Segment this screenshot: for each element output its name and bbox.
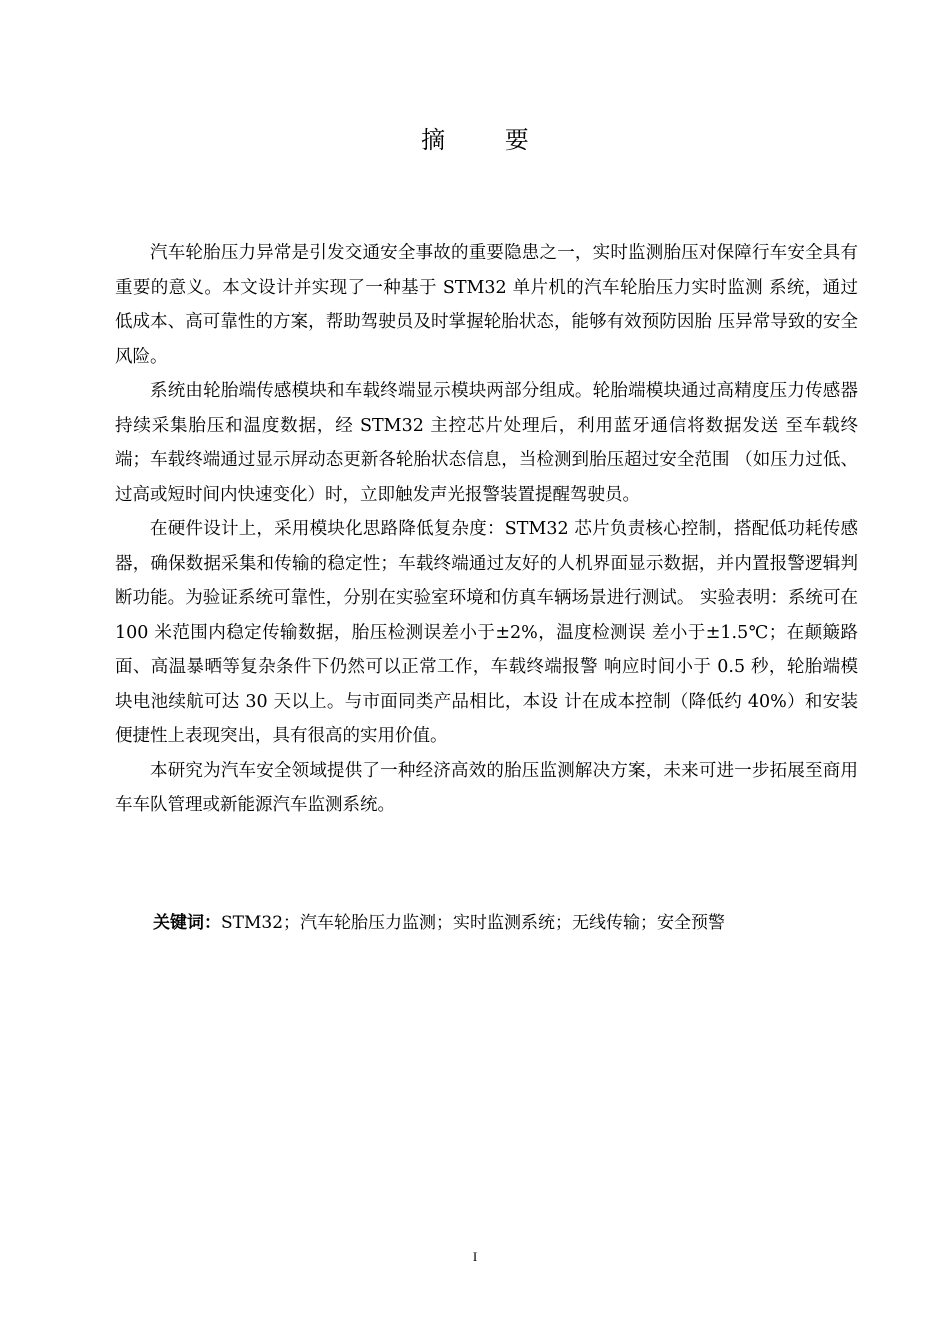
abstract-paragraph-3: 在硬件设计上，采用模块化思路降低复杂度：STM32 芯片负责核心控制，搭配低功耗传感器，确保数据采集和传输的稳定性；车载终端通过友好的人机界面显示数据，并内置报警逻辑判断功能。为验证系统可靠性，分别在实验室环境和仿真车辆场景进行测试。 实验表明：系统可在 100 米范围内稳定传输数据，胎压检测误差小于±2%，温度检测误 差小于±1.5℃；在颠簸路面、高温暴晒等复杂条件下仍然可以正常工作，车载终端报警 响应时间小于 0.5 秒，轮胎端模块电池续航可达 30 天以上。与市面同类产品相比，本设 计在成本控制（降低约 40%）和安装便捷性上表现突出，具有很高的实用价值。 <box>115 519 858 746</box>
abstract-paragraph-4: 本研究为汽车安全领域提供了一种经济高效的胎压监测解决方案，未来可进一步拓展至商用车车队管理或新能源汽车监测系统。 <box>115 760 858 815</box>
abstract-paragraph-2: 系统由轮胎端传感模块和车载终端显示模块两部分组成。轮胎端模块通过高精度压力传感器持续采集胎压和温度数据，经 STM32 主控芯片处理后，利用蓝牙通信将数据发送 至车载终端；车载终端通过显示屏动态更新各轮胎状态信息，当检测到胎压超过安全范围 （如压力过低、过高或短时间内快速变化）时，立即触发声光报警装置提醒驾驶员。 <box>115 381 858 505</box>
page-number: I <box>472 1249 478 1264</box>
keywords-label: 关键词： <box>153 913 221 933</box>
abstract-paragraph-1: 汽车轮胎压力异常是引发交通安全事故的重要隐患之一，实时监测胎压对保障行车安全具有重要的意义。本文设计并实现了一种基于 STM32 单片机的汽车轮胎压力实时监测 系统，通过低成本、高可靠性的方案，帮助驾驶员及时掌握轮胎状态，能够有效预防因胎 压异常导致的安全风险。 <box>115 243 858 367</box>
keywords-line <box>153 908 873 938</box>
keywords-list: STM32；汽车轮胎压力监测；实时监测系统；无线传输；安全预警 <box>221 913 726 933</box>
abstract-body <box>115 236 858 823</box>
page-title: 摘 要 <box>421 126 555 154</box>
